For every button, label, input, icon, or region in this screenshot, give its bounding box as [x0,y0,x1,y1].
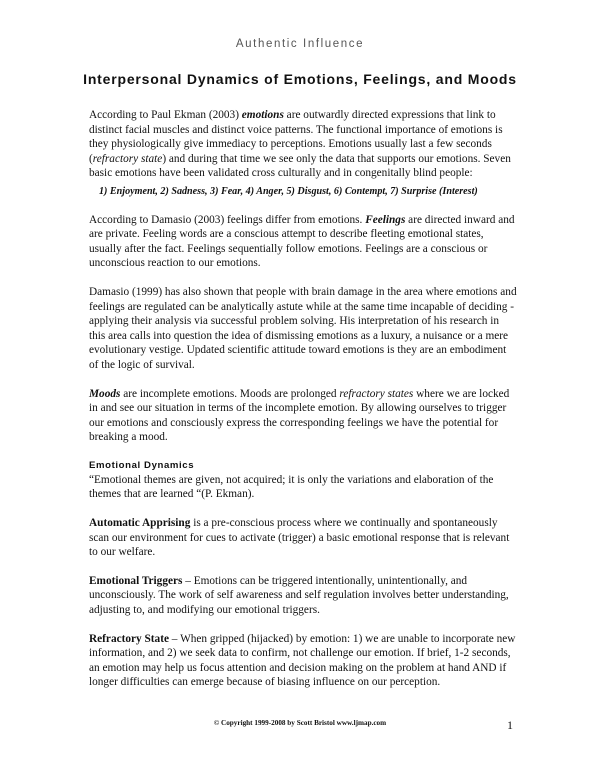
term-moods: Moods [89,387,121,400]
paragraph-emotions [89,108,517,181]
paragraph-moods [89,387,517,445]
section-heading-emotional-dynamics: Emotional Dynamics [89,459,195,471]
text: ) and during that time we see only the data that supports our emotions. Seven basic emotions have been validated cross culturally and in congenitally blind people: [89,152,511,180]
text: are incomplete emotions. Moods are prolonged [120,387,340,400]
text: are outwardly directed expressions that link to distinct facial muscles and distinct voice patterns. The functional importance of emotions is they physiologically give immediacy to perceptions. Emotions usually last a few seconds ( [89,109,503,165]
term-automatic-apprising: Automatic Apprising [89,517,191,530]
term-refractory-states: refractory states [339,387,414,400]
text: is a pre-conscious process where we continually and spontaneously scan our environment for cues to activate (trigger) a basic emotional response that is relevant to our welfare. [89,517,510,559]
copyright-footer: © Copyright 1999-2008 by Scott Bristol www.ljmap.com [213,719,387,727]
ekman-quote: “Emotional themes are given, not acquired; it is only the variations and elaboration of the themes that are learned “(P. Ekman). [89,473,494,501]
document-body [89,108,517,704]
paragraph-refractory-state [89,632,517,690]
term-emotional-triggers: Emotional Triggers [89,574,183,587]
term-refractory-state: refractory state [92,152,163,165]
term-feelings: Feelings [365,213,406,226]
document-title: Interpersonal Dynamics of Emotions, Feelings, and Moods [83,71,517,87]
text: According to Damasio (2003) feelings differ from emotions. [89,213,366,226]
term-refractory-state-heading: Refractory State [89,632,169,645]
paragraph-feelings [89,213,517,271]
text: – When gripped (hijacked) by emotion: 1) we are unable to incorporate new information, and 2) we seek data to confirm, not challenge our emotion. If brief, 1-2 seconds, an emotion may help us focus attention and decision making on the problem at hand AND if longer difficulties can emerge because of biasing influence on our perception. [89,632,516,689]
basic-emotions-list: 1) Enjoyment, 2) Sadness, 3) Fear, 4) Anger, 5) Disgust, 6) Contempt, 7) Surprise (Interest) [99,185,478,197]
paragraph-emotional-triggers [89,574,517,618]
text: where we are locked in and see our situation in terms of the incomplete emotion. By allowing ourselves to trigger our emotions and consciously express the corresponding feelings we have the potential for breaking a mood. [89,387,510,444]
running-header: Authentic Influence [235,38,365,50]
text: According to Paul Ekman (2003) [89,109,242,121]
term-emotions: emotions [241,109,284,121]
text: – Emotions can be triggered intentionally, unintentionally, and unconsciously. The work of self awareness and self regulation involves better understanding, adjusting to, and modifying our emotional triggers. [89,574,509,617]
paragraph-damasio: Damasio (1999) has also shown that people with brain damage in the area where emotions and feelings are regulated can be analytically astute while at the same time incapable of deciding - applying their analysis via successful problem solving. His interpretation of his research in this area calls into question the idea of dismissing emotions as a luxury, a nuisance or a mere evolutionary vestige. Updated scientific attitude toward emotions is they are an embodiment of the logic of survival. [89,285,517,371]
text: are directed inward and are private. Feeling words are a conscious attempt to describe fleeting emotional states, usually after the fact. Feelings sequentially follow emotions. Feelings are a conscious or unconscious reaction to our emotions. [89,213,515,270]
paragraph-automatic-apprising [89,516,517,560]
page-number: 1 [507,718,513,732]
